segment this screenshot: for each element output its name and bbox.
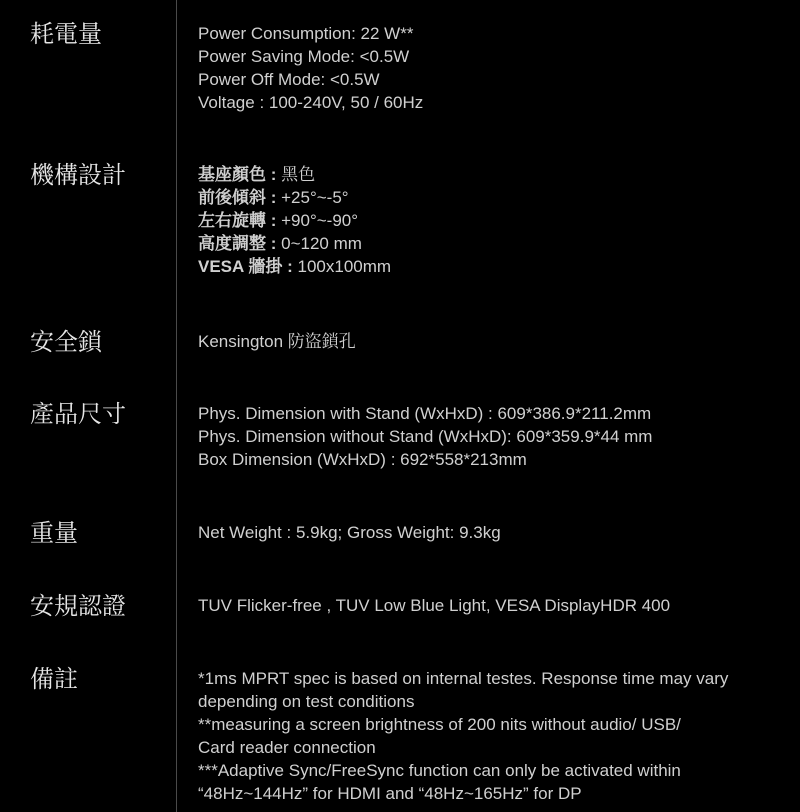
- spec-content-dimensions: [198, 402, 778, 471]
- spec-base-color: [198, 163, 778, 186]
- spec-tilt: [198, 186, 778, 209]
- spec-key: 基座顏色 :: [198, 165, 277, 184]
- spec-content-notes: [198, 667, 778, 805]
- spec-height-adjust: [198, 232, 778, 255]
- spec-value: +90°~-90°: [276, 211, 359, 230]
- spec-value: +25°~-5°: [276, 188, 349, 207]
- spec-key: 左右旋轉 :: [198, 211, 277, 230]
- spec-label-weight: 重量: [30, 519, 78, 547]
- spec-content-mechanical: [198, 163, 778, 278]
- note-line: Card reader connection: [198, 738, 376, 757]
- spec-label-notes: 備註: [30, 665, 78, 693]
- spec-key: 前後傾斜 :: [198, 188, 277, 207]
- weight-values: Net Weight : 5.9kg; Gross Weight: 9.3kg: [198, 523, 501, 542]
- spec-value: 黑色: [276, 165, 316, 184]
- spec-content-certifications: [198, 594, 778, 617]
- note-line: “48Hz~144Hz” for HDMI and “48Hz~165Hz” for DP: [198, 784, 582, 803]
- spec-label-security-lock: 安全鎖: [30, 328, 102, 356]
- spec-label-mechanical: 機構設計: [30, 161, 126, 189]
- spec-label-certifications: 安規認證: [30, 592, 126, 620]
- column-divider: [176, 0, 177, 812]
- spec-label-power: 耗電量: [30, 20, 102, 48]
- spec-content-power: [198, 22, 778, 114]
- spec-label-dimensions: 產品尺寸: [30, 400, 126, 428]
- certification-list: TUV Flicker-free , TUV Low Blue Light, VESA DisplayHDR 400: [198, 596, 671, 615]
- note-line: depending on test conditions: [198, 692, 415, 711]
- spec-key: VESA 牆掛 :: [198, 257, 293, 276]
- power-off-mode: Power Off Mode: <0.5W: [198, 70, 380, 89]
- note-line: **measuring a screen brightness of 200 nits without audio/ USB/: [198, 715, 681, 734]
- dimension-with-stand: Phys. Dimension with Stand (WxHxD) : 609*386.9*211.2mm: [198, 404, 652, 423]
- spec-key: 高度調整 :: [198, 234, 277, 253]
- spec-content-weight: [198, 521, 778, 544]
- voltage: Voltage : 100-240V, 50 / 60Hz: [198, 93, 424, 112]
- kensington-lock: Kensington 防盜鎖孔: [198, 332, 356, 351]
- spec-value: 100x100mm: [292, 257, 392, 276]
- power-consumption: Power Consumption: 22 W**: [198, 24, 414, 43]
- spec-swivel: [198, 209, 778, 232]
- power-saving-mode: Power Saving Mode: <0.5W: [198, 47, 410, 66]
- spec-content-security-lock: [198, 330, 778, 353]
- spec-vesa-mount: [198, 255, 778, 278]
- note-line: ***Adaptive Sync/FreeSync function can only be activated within: [198, 761, 681, 780]
- box-dimension: Box Dimension (WxHxD) : 692*558*213mm: [198, 450, 527, 469]
- spec-value: 0~120 mm: [276, 234, 362, 253]
- dimension-without-stand: Phys. Dimension without Stand (WxHxD): 609*359.9*44 mm: [198, 427, 653, 446]
- note-line: *1ms MPRT spec is based on internal testes. Response time may vary: [198, 669, 729, 688]
